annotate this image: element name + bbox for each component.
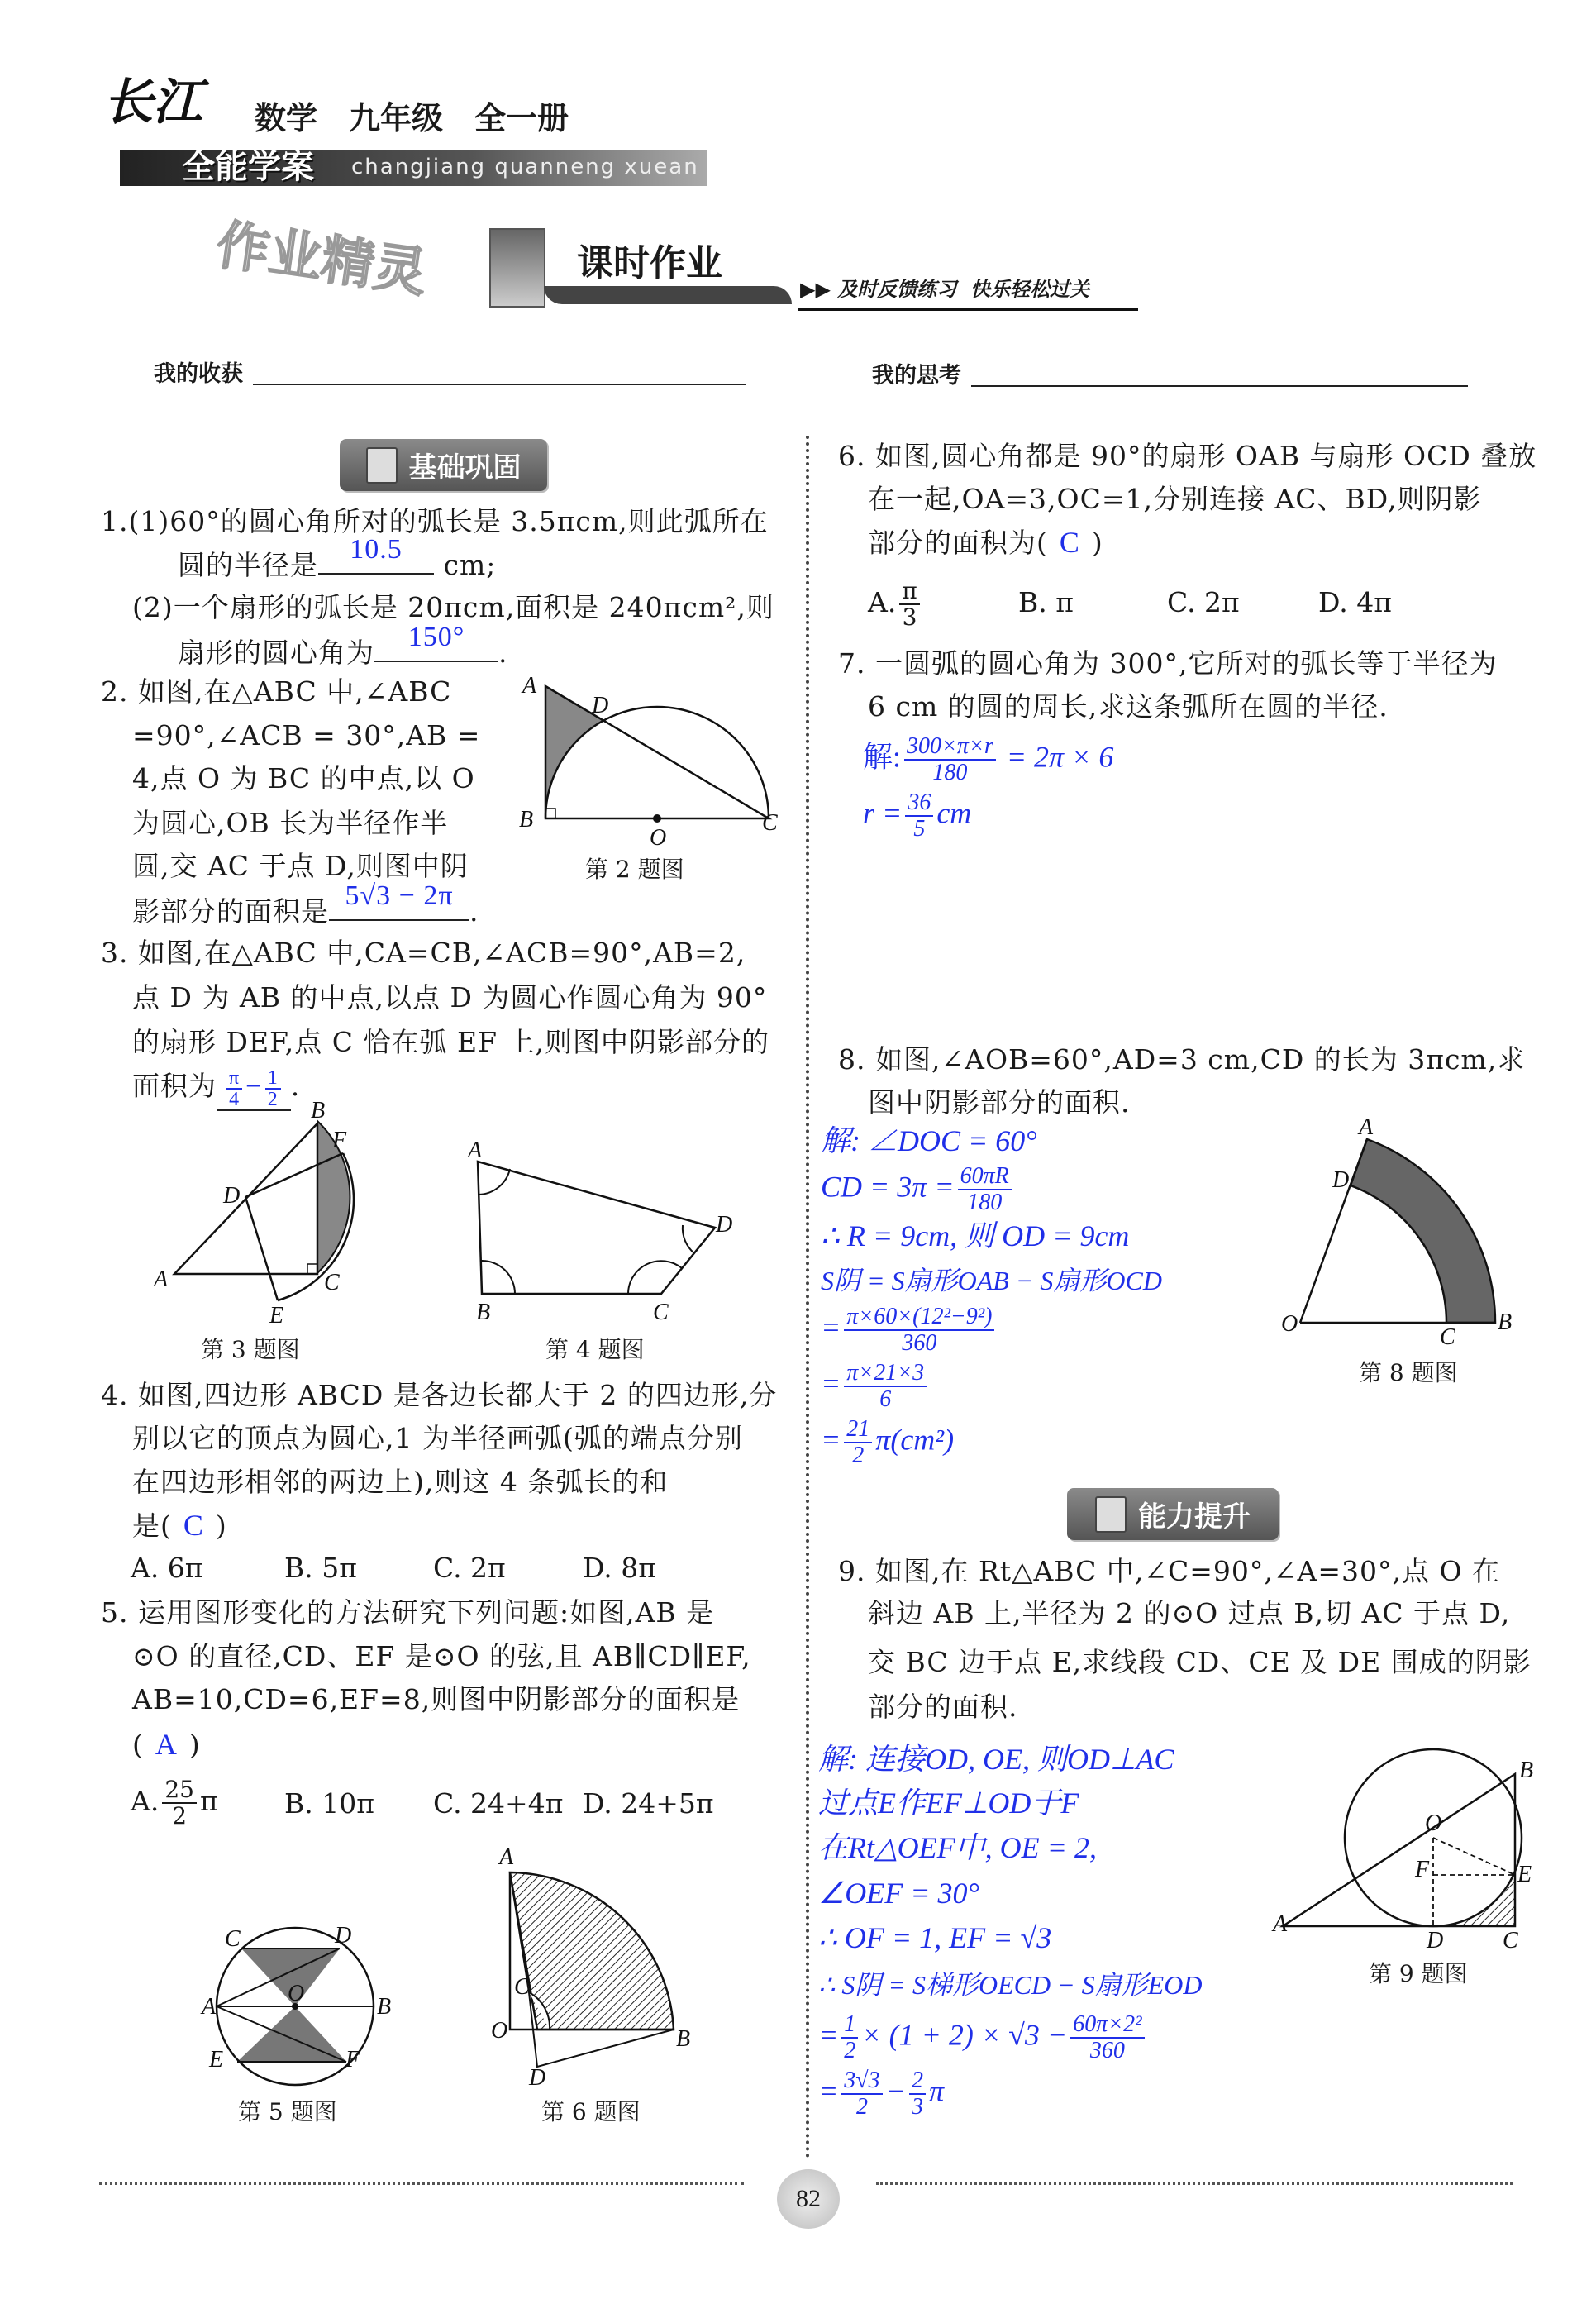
figure-q5 — [198, 1918, 392, 2096]
point-o — [653, 814, 661, 823]
q8-solution-line: = $\frac{\text{π×60×(12²−9²)}}{360}$ — [821, 1305, 998, 1356]
q7-solution-line: 解: $\frac{300\times\pi\times r}{180}$ = 2π × 6 — [863, 733, 1114, 785]
q3-line: 面积为 $\frac{\pi}{4}$ − $\frac{1}{2}$ . — [132, 1067, 301, 1111]
label-b: B — [476, 1300, 491, 1325]
q9-solution-line: = $\frac{1}{2}$ × (1 + 2) × √3 − $\frac{\text{60π×2²}}{360}$ — [818, 2012, 1148, 2063]
q1-answer-blank-2[interactable]: 150° — [374, 632, 498, 662]
q6-option-c[interactable]: C. 2π — [1167, 586, 1240, 618]
q4-answer[interactable]: C — [183, 1509, 204, 1542]
label-a: A — [522, 673, 537, 699]
figure-q8 — [1281, 1114, 1537, 1350]
q6-line: 6. 如图,圆心角都是 90°的扇形 OAB 与扇形 OCD 叠放 — [838, 440, 1537, 472]
label-o: O — [1281, 1311, 1298, 1337]
figure-caption-q5: 第 5 题图 — [238, 2098, 337, 2125]
label-a: A — [1359, 1114, 1374, 1140]
label-d: D — [335, 1923, 352, 1949]
q1-line: (2)一个扇形的弧长是 20πcm,面积是 240πcm²,则 — [132, 591, 774, 623]
label-b: B — [1498, 1309, 1513, 1335]
section-badge-basic: 基础巩固 — [340, 439, 547, 491]
label-f: F — [345, 2047, 360, 2073]
q4-option-c[interactable]: C. 2π — [433, 1552, 506, 1584]
q1-line: 扇形的圆心角为 150° . — [178, 622, 508, 669]
q6-option-b[interactable]: B. π — [1018, 586, 1074, 618]
q8-solution-line: S阴 = S扇形OAB − S扇形OCD — [821, 1266, 1162, 1295]
q3-line: 的扇形 DEF,点 C 恰在弧 EF 上,则图中阴影部分的 — [132, 1026, 769, 1058]
q5-line: AB=10,CD=6,EF=8,则图中阴影部分的面积是 — [132, 1683, 741, 1715]
q4-line: 别以它的顶点为圆心,1 为半径画弧(弧的端点分别 — [132, 1422, 743, 1454]
page-number: 82 — [796, 2185, 821, 2212]
label-c: C — [514, 1974, 530, 2000]
q2-line: =90°,∠ACB = 30°,AB = — [132, 719, 481, 751]
q4-option-b[interactable]: B. 5π — [284, 1552, 357, 1584]
label-c: C — [762, 810, 778, 836]
q5-option-b[interactable]: B. 10π — [284, 1787, 374, 1820]
q1-answer-blank-1[interactable]: 10.5 — [318, 545, 434, 575]
section-banner — [488, 222, 1149, 312]
label-a: A — [154, 1266, 169, 1292]
book-icon — [489, 228, 545, 308]
notebook-icon — [1095, 1496, 1127, 1533]
label-c: C — [1440, 1324, 1455, 1350]
label-c: C — [653, 1300, 669, 1325]
watermark: 作业精灵 — [212, 213, 431, 305]
label-b: B — [519, 807, 534, 832]
q6-option-d[interactable]: D. 4π — [1318, 586, 1392, 618]
double-arrow-icon: ▶▶ — [800, 277, 838, 301]
q6-line: 部分的面积为( C ) — [868, 526, 1103, 559]
q5-option-a[interactable]: A. $\frac{25}{2}$ π — [131, 1776, 218, 1829]
label-a: A — [1273, 1911, 1288, 1937]
label-c: C — [225, 1926, 241, 1952]
q3-line: 3. 如图,在△ABC 中,CA=CB,∠ACB=90°,AB=2, — [101, 937, 746, 969]
q2-line: 2. 如图,在△ABC 中,∠ABC — [101, 675, 452, 708]
label-b: B — [311, 1098, 326, 1123]
q9-solution-line: 解: 连接OD, OE, 则OD⊥AC — [818, 1743, 1174, 1776]
label-e: E — [269, 1303, 284, 1328]
logo-subtitle: 全能学案 — [182, 147, 314, 186]
figure-caption-q2: 第 2 题图 — [585, 856, 684, 883]
label-o: O — [650, 825, 667, 851]
logo-calligraphy: 长江 — [103, 74, 202, 131]
label-o: O — [1425, 1810, 1442, 1836]
q7-line: 7. 一圆弧的圆心角为 300°,它所对的弧长等于半径为 — [838, 647, 1498, 680]
label-b: B — [676, 2026, 691, 2052]
q5-option-c[interactable]: C. 24+4π — [433, 1787, 564, 1820]
figure-q4 — [459, 1138, 740, 1325]
label-a: A — [468, 1138, 483, 1163]
triangle-abc — [1283, 1774, 1515, 1926]
q4-line: 在四边形相邻的两边上),则这 4 条弧长的和 — [132, 1466, 669, 1498]
label-a: A — [202, 1994, 217, 2020]
divider — [798, 308, 1138, 311]
label-e: E — [1517, 1862, 1532, 1887]
section-title: 课时作业 — [577, 242, 722, 284]
label-b: B — [1519, 1758, 1534, 1783]
section-slogan: ▶▶ 及时反馈练习 快乐轻松过关 — [800, 277, 1089, 301]
label-d: D — [529, 2065, 546, 2091]
figure-caption-q8: 第 8 题图 — [1359, 1359, 1458, 1386]
label-f: F — [332, 1128, 347, 1153]
section-badge-advanced: 能力提升 — [1067, 1488, 1279, 1540]
gain-label: 我的收获 — [154, 361, 243, 387]
q4-option-a[interactable]: A. 6π — [131, 1552, 203, 1584]
label-c: C — [1503, 1928, 1518, 1953]
q2-answer-blank[interactable]: 5√3 − 2π — [329, 891, 469, 921]
figure-caption-q3: 第 3 题图 — [201, 1336, 300, 1363]
figure-q6 — [484, 1844, 698, 2091]
figure-caption-q9: 第 9 题图 — [1369, 1960, 1468, 1987]
q9-solution-line: ∠OEF = 30° — [818, 1877, 979, 1910]
label-d: D — [1427, 1928, 1444, 1953]
label-d: D — [592, 693, 609, 718]
q3-answer[interactable]: $\frac{\pi}{4}$ − $\frac{1}{2}$ — [217, 1068, 291, 1111]
q8-solution-line: 解: ∠DOC = 60° — [821, 1124, 1037, 1157]
q4-line: 是( C ) — [132, 1509, 227, 1542]
q9-solution-line: 过点E作EF⊥OD于F — [818, 1786, 1079, 1820]
label-d: D — [716, 1212, 733, 1238]
think-label: 我的思考 — [872, 363, 961, 389]
q9-line: 斜边 AB 上,半径为 2 的⊙O 过点 B,切 AC 于点 D, — [868, 1597, 1511, 1629]
q6-option-a[interactable]: A. $\frac{\pi}{3}$ — [868, 579, 923, 630]
q8-line: 8. 如图,∠AOB=60°,AD=3 cm,CD 的长为 3πcm,求 — [838, 1043, 1526, 1076]
figure-caption-q6: 第 6 题图 — [541, 2098, 641, 2125]
q8-solution-line: = $\frac{21}{2}$ π(cm²) — [821, 1416, 955, 1468]
shaded-region — [1433, 1875, 1515, 1926]
q9-line: 交 BC 边于点 E,求线段 CD、CE 及 DE 围成的阴影 — [868, 1646, 1532, 1678]
shaded-ring — [1351, 1139, 1495, 1323]
q5-answer[interactable]: A — [155, 1728, 178, 1761]
q1-line: 圆的半径是 10.5 cm; — [178, 534, 497, 581]
page-number-badge — [777, 2169, 840, 2229]
q7-solution-line: r = $\frac{36}{5}$ cm — [863, 789, 972, 842]
label-b: B — [377, 1994, 392, 2020]
figure-q3 — [149, 1098, 372, 1328]
logo-pinyin: changjiang quanneng xuean — [351, 155, 699, 179]
q8-solution-line: ∴ R = 9cm, 则 OD = 9cm — [821, 1219, 1130, 1252]
footer-ornament-left — [99, 2182, 744, 2185]
q9-solution-line: 在Rt△OEF中, OE = 2, — [818, 1831, 1097, 1864]
notebook-icon — [366, 447, 398, 484]
column-divider — [806, 436, 809, 2159]
figure-q2 — [496, 661, 793, 851]
label-e: E — [209, 2047, 224, 2073]
footer-ornament-right — [876, 2182, 1513, 2185]
q6-answer[interactable]: C — [1059, 526, 1080, 559]
label-o: O — [288, 1981, 305, 2006]
label-o: O — [491, 2018, 508, 2044]
q2-line: 为圆心,OB 长为半径作半 — [132, 807, 449, 839]
book-title: 数学 九年级 全一册 — [255, 100, 569, 136]
q9-solution-line: ∴ OF = 1, EF = √3 — [818, 1921, 1052, 1954]
q9-solution-line: ∴ S阴 = S梯形OECD − S扇形EOD — [818, 1970, 1203, 2000]
q8-solution-line: = $\frac{\pi\times 21\times 3}{6}$ — [821, 1361, 930, 1412]
label-c: C — [324, 1270, 340, 1295]
q5-line: ⊙O 的直径,CD、EF 是⊙O 的弦,且 AB∥CD∥EF, — [132, 1640, 751, 1672]
q4-option-d[interactable]: D. 8π — [583, 1552, 656, 1584]
q2-line: 影部分的面积是 5√3 − 2π . — [132, 880, 479, 928]
label-d: D — [223, 1183, 241, 1209]
q2-line: 4,点 O 为 BC 的中点,以 O — [132, 762, 475, 794]
q6-line: 在一起,OA=3,OC=1,分别连接 AC、BD,则阴影 — [868, 483, 1482, 515]
think-input[interactable] — [971, 385, 1468, 387]
q9-line: 9. 如图,在 Rt△ABC 中,∠C=90°,∠A=30°,点 O 在 — [838, 1555, 1501, 1587]
q4-line: 4. 如图,四边形 ABCD 是各边长都大于 2 的四边形,分 — [101, 1379, 778, 1411]
label-d: D — [1332, 1167, 1350, 1193]
quadrilateral — [478, 1162, 715, 1294]
q7-line: 6 cm 的圆的周长,求这条弧所在圆的半径. — [868, 690, 1389, 723]
q9-solution-line: = $\frac{3√3}{2}$ − $\frac{2}{3}$ π — [818, 2068, 945, 2120]
right-angle-mark — [545, 809, 555, 818]
q5-option-d[interactable]: D. 24+5π — [583, 1787, 714, 1820]
sector-oab — [510, 1872, 674, 2030]
figure-caption-q4: 第 4 题图 — [545, 1336, 645, 1363]
q9-line: 部分的面积. — [868, 1691, 1018, 1723]
label-a: A — [499, 1844, 514, 1870]
figure-q9 — [1269, 1724, 1541, 1951]
q8-line: 图中阴影部分的面积. — [868, 1086, 1131, 1119]
label-f: F — [1415, 1857, 1430, 1882]
q1-line: 1.(1)60°的圆心角所对的弧长是 3.5πcm,则此弧所在 — [101, 505, 769, 537]
q3-line: 点 D 为 AB 的中点,以点 D 为圆心作圆心角为 90° — [132, 981, 768, 1014]
q8-solution-line: CD = 3π = $\frac{60\pi R}{180}$ — [821, 1164, 1015, 1215]
q5-line: ( A ) — [132, 1728, 201, 1761]
q5-line: 5. 运用图形变化的方法研究下列问题:如图,AB 是 — [101, 1596, 715, 1629]
q2-line: 圆,交 AC 于点 D,则图中阴 — [132, 850, 469, 882]
gain-input[interactable] — [253, 384, 746, 385]
